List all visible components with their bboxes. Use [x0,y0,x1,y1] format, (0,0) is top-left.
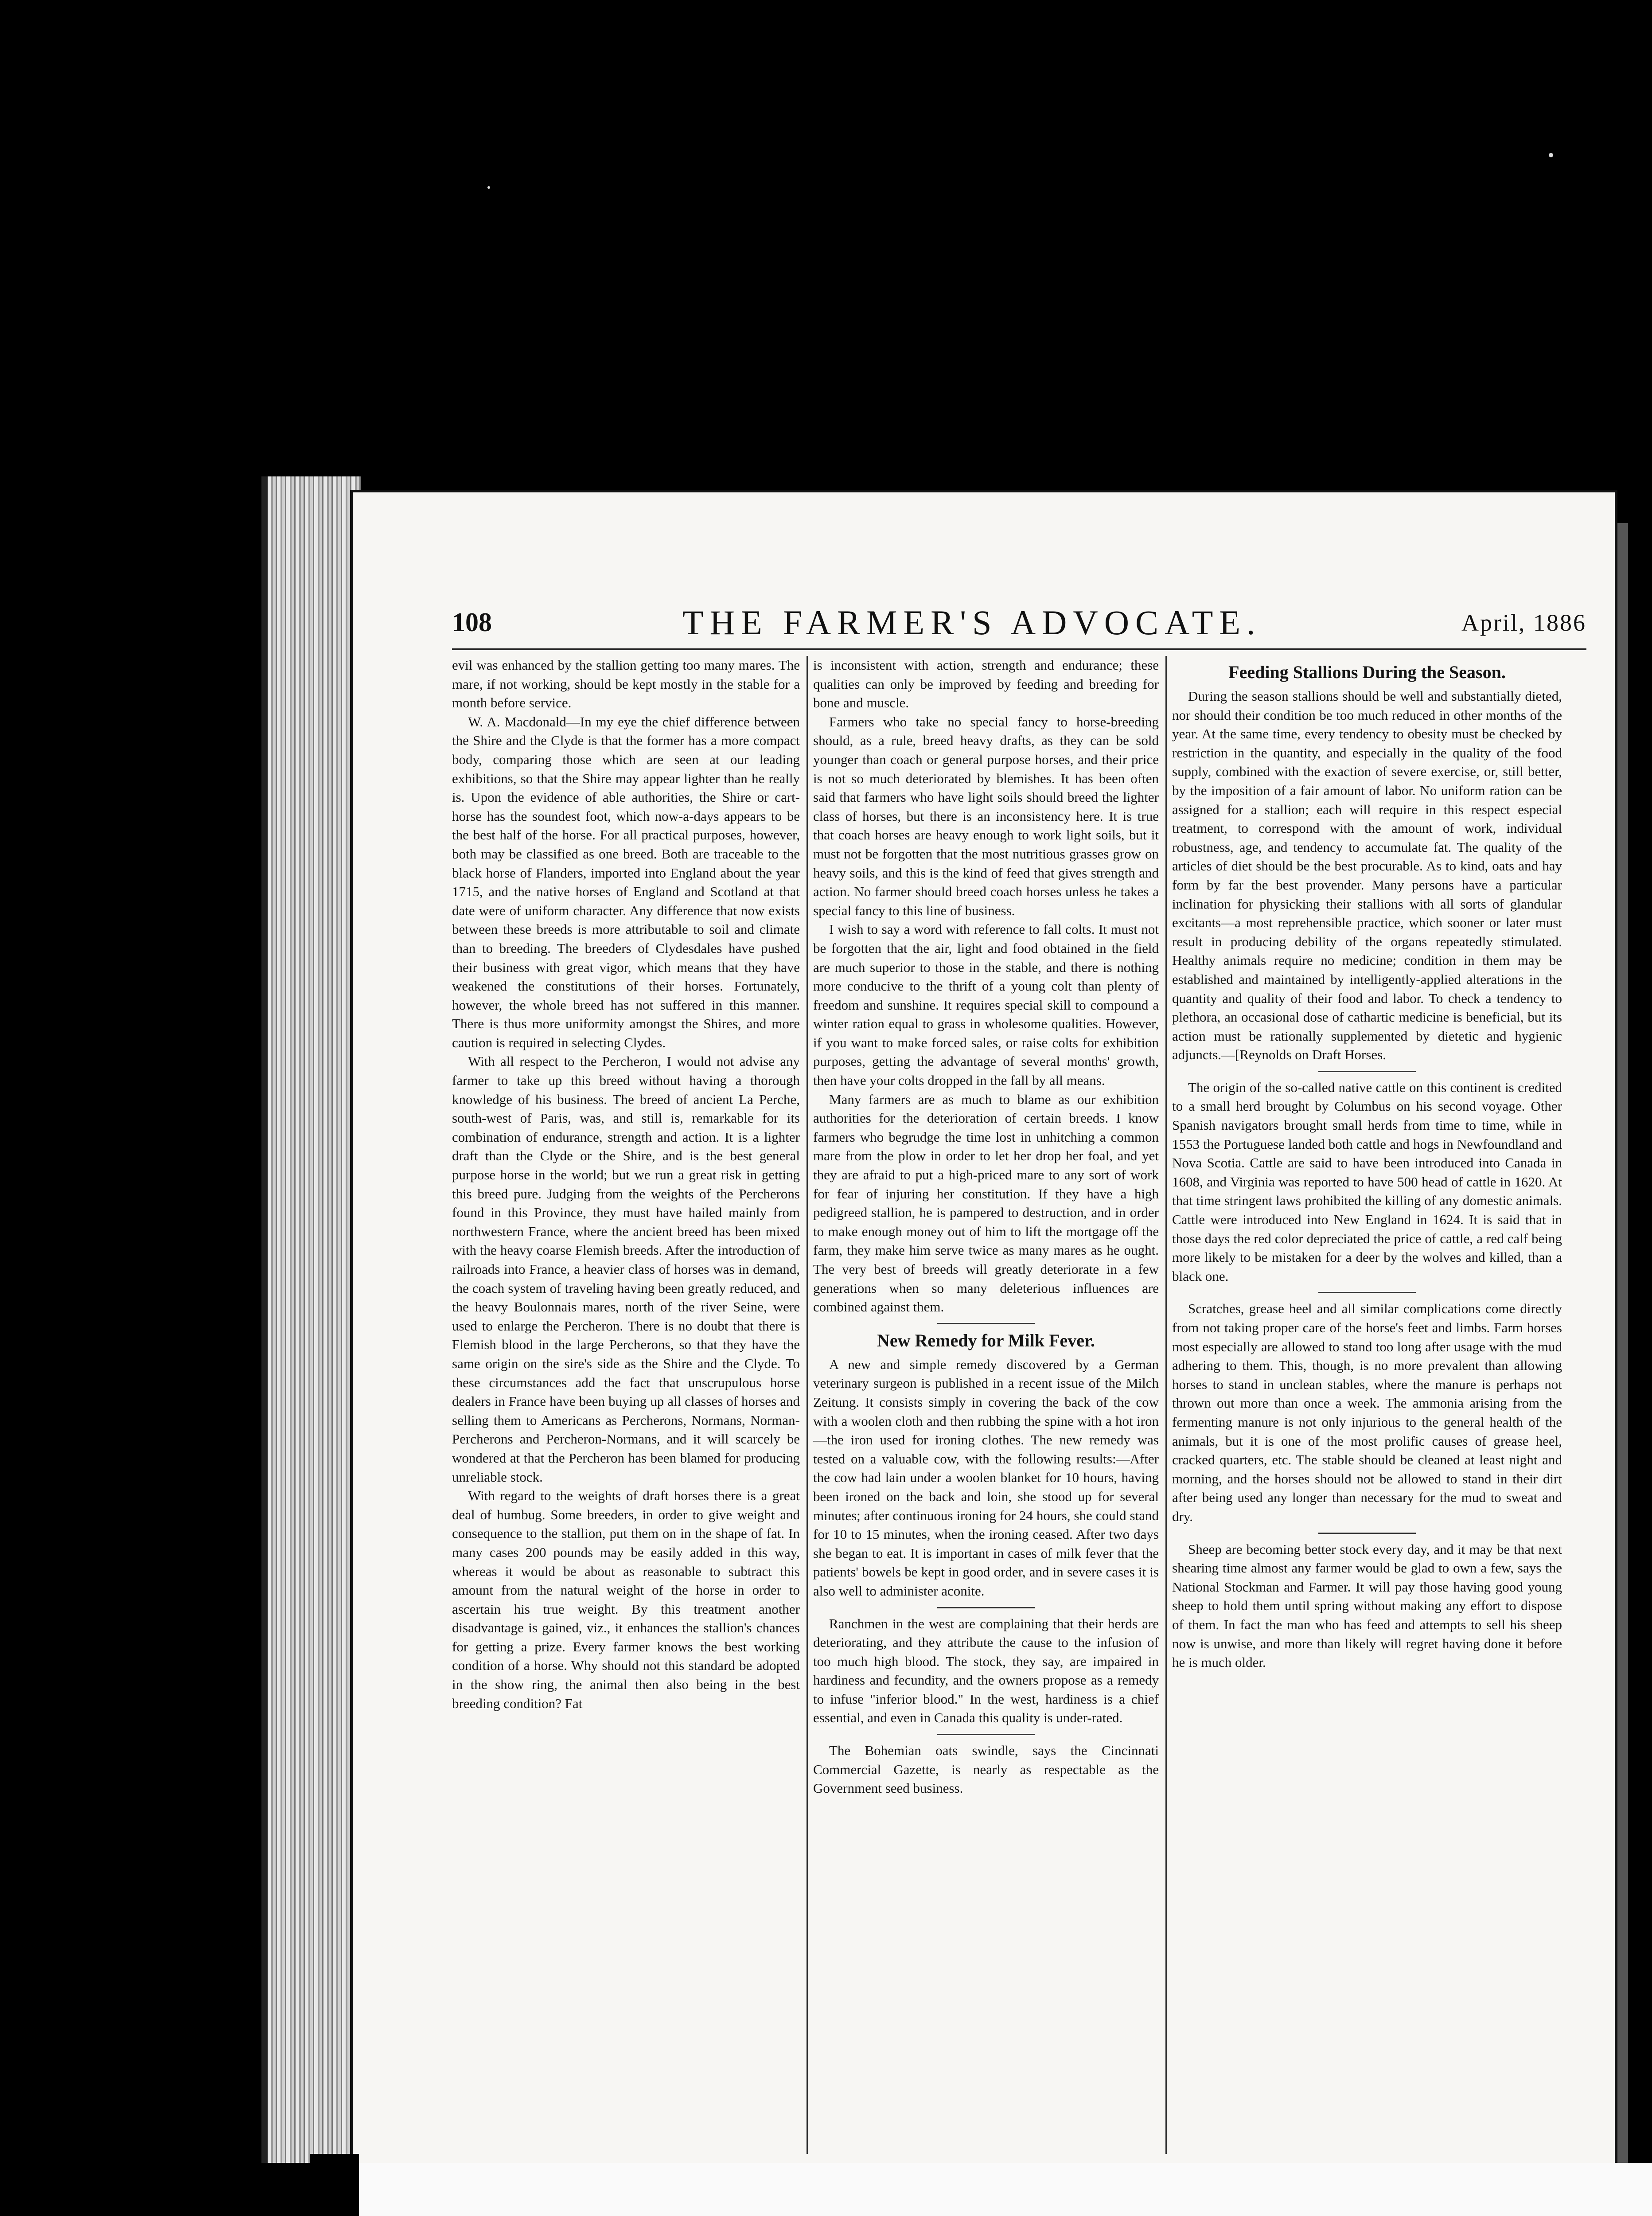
column-3 [1172,656,1562,1672]
paragraph: A new and simple remedy discovered by a German veterinary surgeon is published in a recent issue of the Milch Zeitung. It consists simply in covering the back of the cow with a woolen cloth and then rubbing the spine with a hot iron—the iron used for ironing clothes. The new remedy was tested on a valuable cow, with the following results:—After the cow had lain under a woolen blanket for 10 hours, having been ironed on the back and loin, she stood up for several minutes; after continuous ironing for 24 hours, she could stand for 10 to 15 minutes, when the ironing ceased. After two days she began to eat. It is important in cases of milk fever that the patients' bowels be kept in good order, and in severe cases it is also well to administer aconite. [813,1356,1159,1599]
column-1 [452,656,800,1713]
paragraph: During the season stallions should be well and substantially dieted, nor should their condition be too much reduced in other months of the year. At the same time, every tendency to obesity must be checked by restriction in the quantity, and especially in the quality of the food supply, combined with the exaction of severe exercise, or, still better, by the imposition of a fair amount of labor. No uniform ration can be assigned for a stallion; each will require in this respect especial treatment, to correspond with the amount of work, individual robustness, age, and tendency to accumulate fat. The quality of the articles of diet should be the best procurable. As to kind, oats and hay form by far the best provender. Many persons have a particular inclination for physicking their stallions with all sorts of glandular excitants—a most reprehensible practice, which sooner or later must result in producing debility of the organs repeatedly stimulated. Healthy animals require no medicine; condition in them may be established and maintained by intelligently-applied alterations in the quantity and quality of their food and labor. To check a tendency to plethora, an occasional dose of cathartic medicine is beneficial, but its action must be rationally supplemented by dietetic and hygienic adjuncts.—[Reynolds on Draft Horses. [1172,688,1562,1063]
issue-date: April, 1886 [1461,609,1586,636]
cattle-paragraph: The origin of the so-called native cattle on this continent is credited to a small herd brought by Columbus on his second voyage. Other Spanish navigators brought small herds from time to time, while in 1553 the Portuguese landed both cattle and hogs in Newfoundland and Nova Scotia. Cattle are said to have been introduced into Canada in 1608, and Virginia was reported to have 500 head of cattle in 1620. At that time stringent laws prohibited the killing of any domestic animals. Cattle were introduced into New England in 1624. It is said that in those days the red color depreciated the price of cattle, a red calf being more likely to be mistaken for a deer by the wolves and killed, than a black one. [1172,1079,1562,1284]
section-separator [1318,1071,1416,1072]
feeding-stallions-heading: Feeding Stallions During the Season. [1228,662,1506,682]
journal-title: THE FARMER'S ADVOCATE. [682,603,1262,642]
column-divider [1165,656,1167,2154]
scan-speck [1549,153,1553,157]
milk-fever-heading: New Remedy for Milk Fever. [877,1330,1095,1350]
scratches-paragraph: Scratches, grease heel and all similar complications come directly from not taking proper care of the horse's feet and limbs. Farm horses most especially are allowed to stand too long after usage with the mud adhering to them. This, though, is no more prevalent than allowing horses to stand in unclean stables, where the manure is perhaps not thrown out more than once a week. The ammonia arising from the fermenting manure is not only injurious to the general health of the animals, but it is one of the most prolific causes of grease heel, cracked quarters, etc. The stable should be cleaned at least night and morning, and the horses should not be allowed to stand in their dirt after being used any longer than necessary for the mud to sweat and dry. [1172,1301,1562,1524]
column-divider [807,656,808,2154]
ranchmen-paragraph: Ranchmen in the west are complaining that their herds are deteriorating, and they attribute the cause to the infusion of too much high blood. The stock, they say, are impaired in hardiness and fecundity, and the owners propose as a remedy to infuse "inferior blood." In the west, hardiness is a chief essential, and even in Canada this quality is under-rated. [813,1615,1159,1726]
section-separator [937,1734,1035,1735]
paragraph: With all respect to the Percheron, I would not advise any farmer to take up this breed without having a thorough knowledge of his business. The breed of ancient La Perche, south-west of Paris, was, and still is, remarkable for its combination of endurance, strength and action. It is a lighter draft than the Clyde or the Shire, and is the best general purpose horse in the world; but we run a great risk in getting this breed pure. Judging from the weights of the Percherons found in this Province, they must have hailed mainly from northwestern France, where the ancient breed has been mixed with the heavy coarse Flemish breeds. After the introduction of railroads into France, a heavier class of horses was in demand, the coach system of traveling having been greatly reduced, and the heavy Boulonnais mares, north of the river Seine, were used to enlarge the Percheron. There is no doubt that there is Flemish blood in the large Percherons, so that they have the same origin on the sire's side as the Shire and the Clyde. To these circumstances add the fact that unscrupulous horse dealers in France have been buying up all classes of horses and selling them to Americans as Percherons, Normans, Norman-Percherons and Percheron-Normans, and it will scarcely be wondered at that the Percheron has been blamed for producing unreliable stock. [452,1053,800,1485]
paragraph: W. A. Macdonald—In my eye the chief difference between the Shire and the Clyde is that the former has a more compact body, comparing those which are seen at our leading exhibitions, so that the Shire may appear lighter than he really is. Upon the evidence of able authorities, the Shire or cart-horse has the soundest foot, which now-a-days appears to be the best half of the horse. For all practical purposes, however, both may be classified as one breed. Both are traceable to the black horse of Flanders, imported into England about the year 1715, and the native horses of England and Scotland at that date were of uniform character. Any difference that now exists between these breeds is more attributable to soil and climate than to breeding. The breeders of Clydesdales have pushed their business with great vigor, which means that they have weakened the constitutions of their horses. Fortunately, however, the whole breed has not suffered in this manner. There is thus more uniformity amongst the Shires, and more caution is required in selecting Clydes. [452,714,800,1050]
binding-clip [310,2154,359,2216]
paragraph: is inconsistent with action, strength and endurance; these qualities can only be improved by feeding and breeding for bone and muscle. [813,657,1159,711]
book-right-edge [1617,523,1628,2163]
section-separator [1318,1292,1416,1293]
header-rule [452,648,1586,650]
paragraph: Farmers who take no special fancy to horse-breeding should, as a rule, breed heavy drafts, as they can be sold younger than coach or general purpose horses, and their price is not so much deteriorated by blemishes. It has been often said that farmers who have light soils should breed the lighter class of horses, but there is an inconsistency here. It is true that coach horses are heavy enough to work light soils, but it must not be forgotten that the most nutritious grasses grow on heavy soils, and this is the kind of feed that gives strength and action. No farmer should breed coach horses unless he takes a special fancy to this line of business. [813,714,1159,918]
page-number: 108 [452,608,492,637]
paragraph: evil was enhanced by the stallion getting too many mares. The mare, if not working, should be kept mostly in the stable for a month before service. [452,657,800,711]
newspaper-page [350,490,1617,2169]
book-page-edges [261,476,361,2165]
bohemian-paragraph: The Bohemian oats swindle, says the Cincinnati Commercial Gazette, is nearly as respectable as the Government seed business. [813,1743,1159,1796]
scan-speck [487,186,490,189]
sheep-paragraph: Sheep are becoming better stock every day, and it may be that next shearing time almost any farmer would be glad to own a few, says the National Stockman and Farmer. It will pay those having good young sheep to hold them until spring without making any effort to dispose of them. In fact the man who has feed and attempts to sell his sheep now is unwise, and more than likely will regret having done it before he is much older. [1172,1541,1562,1670]
section-separator [937,1607,1035,1608]
paragraph: Many farmers are as much to blame as our exhibition authorities for the deterioration of certain breeds. I know farmers who begrudge the time lost in unhitching a common mare from the plow in order to let her drop her foal, and yet they are afraid to put a high-priced mare to any sort of work for fear of injuring her constitution. If they have a high pedigreed stallion, he is pampered to destruction, and in order to make enough money out of him to lift the mortgage off the farm, they make him serve twice as many mares as he ought. The very best of breeds will greatly deteriorate in a few generations when so many deleterious influences are combined against them. [813,1091,1159,1315]
page-header [452,598,1586,647]
scan-bottom-paper [337,2163,1652,2216]
scan-background [0,0,1652,461]
paragraph: I wish to say a word with reference to fall colts. It must not be forgotten that the air, light and food obtained in the field are much superior to those in the stable, and there is nothing more conducive to the thrift of a young colt than plenty of freedom and sunshine. It requires special skill to compound a winter ration equal to grass in wholesome qualities. However, if you want to make forced sales, or raise colts for exhibition purposes, getting the advantage of several months' growth, then have your colts dropped in the fall by all means. [813,921,1159,1088]
column-2 [813,656,1159,1798]
paragraph: With regard to the weights of draft horses there is a great deal of humbug. Some breeders, in order to give weight and consequence to the stallion, put them on in the shape of fat. In many cases 200 pounds may be easily added in this way, whereas it would be about as reasonable to subtract this amount from the natural weight of the horse in order to ascertain his true weight. By this treatment another disadvantage is gained, viz., it enhances the stallion's chances for getting a prize. Every farmer knows the best working condition of a horse. Why should not this standard be adopted in the show ring, the animal then also being in the best breeding condition? Fat [452,1488,800,1711]
section-separator [1318,1533,1416,1534]
section-separator [937,1323,1035,1324]
